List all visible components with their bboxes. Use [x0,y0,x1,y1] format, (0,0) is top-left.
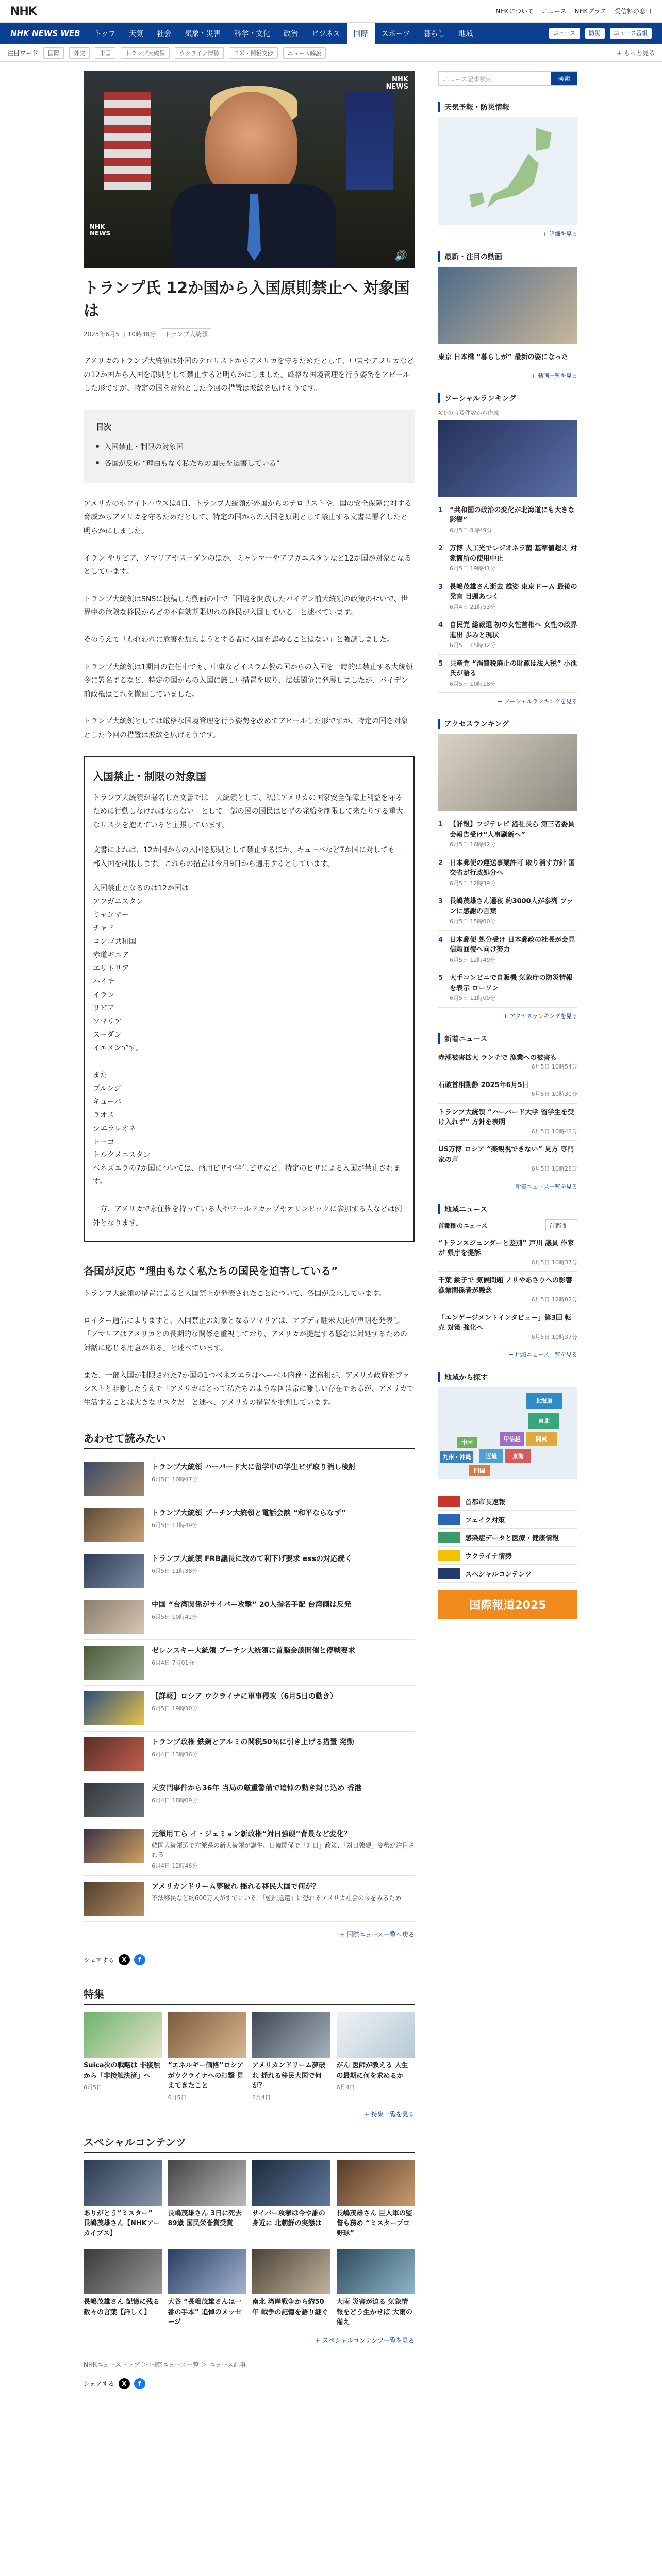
region-tokai[interactable]: 東海 [505,1449,531,1463]
country: リビア [93,1004,114,1013]
local-news-item[interactable] [438,1272,577,1309]
related-item[interactable] [84,1876,415,1922]
thumbnail [84,1508,144,1542]
ranking-date: 6月5日 15時32分 [450,642,496,649]
keyword-tag[interactable]: 米国 [95,47,115,59]
special-card[interactable] [337,2249,415,2328]
hero-image[interactable] [84,71,415,268]
related-item[interactable] [84,1640,415,1686]
news-item[interactable] [438,1076,577,1104]
related-item-date: 6月4日 7時01分 [152,1659,194,1667]
restricted-country-list [93,1069,405,1189]
article-paragraph: また、一部入国が制限された7か国の1つベネズエラはヘーベル内務・法務相が、アメリカ政府をファシストと非難したうえで「アメリカにとって私たちのような国は常に難しい存在であるが、アメリカで生活することは大きなリスクだ」と述べ、アメリカの措置を批判しています。 [84,1371,415,1407]
banner-link[interactable] [438,1547,577,1565]
nav-item-science[interactable]: 科学・文化 [234,30,271,38]
card-image [337,2160,415,2206]
list-intro: また [93,1071,107,1080]
thumbnail [84,1737,144,1771]
main-nav [0,23,662,44]
keyword-tag[interactable]: 外交 [69,47,90,59]
nav-news-box[interactable]: ニュース [549,28,580,38]
nav-program-box[interactable]: ニュース番組 [610,28,652,38]
card-title: “エネルギー価格”ロシアがウクライナへの打撃 見えてきたこと [168,2062,244,2090]
nav-item-life[interactable]: 暮らし [423,30,445,38]
keyword-bar [0,44,662,62]
related-item-title: 中国 “台湾関係がサイバー攻撃” 20人指名手配 台湾側は反発 [152,1601,352,1609]
article-title: トランプ氏 12か国から入国原則禁止へ 対象国は [84,279,410,320]
feature-title: 特集 [84,1986,415,2005]
card-title: 長嶋茂雄さん 記憶に残る数々の言葉【詳しく】 [84,2298,160,2316]
thumbnail [84,1882,144,1916]
country: イエメンです。 [93,1044,143,1053]
ranking-date: 6月5日 16時42分 [450,841,496,848]
ranking-item[interactable]: 2 万博 人工光でレジオネラ菌 基準値超え 対象箇所の使用中止 6月5日 19時41分 [438,539,577,578]
ranking-item[interactable]: 3 長嶋茂雄さん逝去 雄姿 東京ドーム 最後の発言 目頭あつく 6月4日 21時53分 [438,578,577,617]
banner-icon [438,1514,460,1525]
weather-more-link[interactable]: + 詳細を見る [542,231,577,238]
toc-title: 目次 [96,422,112,432]
news-date: 6月5日 12時02分 [531,1296,577,1303]
video-heading: 最新・注目の動画 [438,251,577,262]
ranking-title: 日本郵便の運送事業許可 取り消す方針 国交省が行政処分へ [450,859,575,877]
card-date: 6月4日 [336,2084,355,2091]
related-item[interactable] [84,1686,415,1732]
banner-link[interactable] [438,1529,577,1547]
box-paragraph: 文書によれば、12か国からの入国を原則として禁止するほか、キューバなど7か国に対しても一部入国を制限します。これらの措置は今月9日から適用するとしています。 [93,846,403,868]
region-map-heading: 地域から探す [438,1372,577,1382]
header-links [495,7,652,15]
banner-label: 首都市長速報 [465,1498,506,1506]
japan-map-icon [438,117,577,225]
card-date: 6月5日 [168,2094,187,2101]
keyword-tag[interactable]: ウクライナ情勢 [175,47,224,59]
card-title: 長嶋茂雄さん 3日に死去 89歳 国民栄誉賞受賞 [168,2209,242,2228]
box-paragraph: トランプ大統領が署名した文書では「大統領として、私はアメリカの国家安全保障上利益を守るために行動しなければならない」として一部の国の国民はビザの発給を制限して来たりする重大なリスクを抱えていると主張しています。 [93,793,403,829]
related-item-date: 6月4日 12時46分 [152,1862,198,1870]
ranking-title: 長嶋茂雄さん通夜 約3000人が参列 ファンに感謝の言葉 [450,897,573,916]
special-card[interactable] [84,2160,162,2239]
card-title: 大雨 災害が迫る 気象情報をどう生かせば 大雨の備え [336,2298,413,2327]
local-news-item[interactable] [438,1234,577,1272]
news-date: 6月5日 10時37分 [531,1259,577,1266]
news-title: “トランスジェンダーと差別” 戸川 議員 作家が 県庁を提訴 [438,1239,574,1257]
local-area-row [438,1219,577,1231]
new-news-more[interactable]: + 新着ニュース一覧を見る [508,1183,577,1190]
related-item[interactable] [84,1502,415,1548]
nav-item-politics[interactable]: 政治 [284,30,299,38]
card-image [252,2012,330,2058]
banner-label: フェイク対策 [465,1516,505,1524]
special-title: スペシャルコンテンツ [84,2134,415,2153]
news-date: 6月5日 10時48分 [531,1128,577,1135]
news-item[interactable] [438,1049,577,1076]
keyword-label: 注目ワード [7,49,39,57]
news-item[interactable] [438,1141,577,1178]
country: トルクメニスタン [93,1151,151,1160]
ranking-title: 大手コンビニで自販機 気象庁の防災情報を表示 ローソン [450,974,573,992]
weather-map[interactable] [438,117,577,225]
related-item[interactable] [84,1456,415,1502]
card-image [84,2012,162,2058]
card-image [337,2012,415,2058]
related-item-date: 6月4日 18時09分 [152,1797,198,1804]
thumbnail [84,1691,144,1725]
news-date: 6月5日 10時54分 [531,1063,577,1070]
sidebar [438,71,577,2410]
keyword-more[interactable]: + もっと見る [617,49,655,57]
banner-label: ウクライナ情勢 [465,1552,512,1561]
main-column [84,71,415,2410]
related-item[interactable] [84,1594,415,1640]
x-share-icon[interactable]: X [119,1954,130,1965]
banner-icon [438,1568,460,1579]
article-paragraph: そのうえで「われわれに危害を加えようとする者に入国を認めることはない」と強調しました。 [84,635,394,644]
card-title: アメリカンドリーム夢破れ 揺れる移民大国で何が？ [252,2062,326,2090]
news-item[interactable] [438,1104,577,1141]
news-title: 千葉 銚子で 気候問題 ノリやあさりへの影響 漁業関係者が懸念 [438,1277,573,1295]
special-card[interactable] [168,2160,246,2239]
ranking-date: 6月5日 19時41分 [450,565,496,572]
card-title: ありがとう“ミスター” 長嶋茂雄さん【NHKアーカイブス】 [84,2209,160,2238]
special-section [84,2134,415,2345]
nav-item-top[interactable]: トップ [94,30,116,38]
weather-heading: 天気予報・防災情報 [438,102,577,112]
card-image [252,2249,330,2294]
card-image [168,2160,246,2206]
ranking-date: 6月5日 11時09分 [450,995,496,1002]
list-title: 入国禁止となるのは12か国は [93,884,189,893]
related-articles [84,1430,415,1939]
nav-bousai-box[interactable]: 防災 [585,28,605,38]
region-hokkaido[interactable]: 北海道 [526,1393,562,1409]
related-more-link[interactable]: + 国際ニュース一覧へ戻る [339,1931,415,1939]
related-item-date: 6月4日 13時36分 [152,1751,198,1758]
news-title: US万博 ロシア “楽観視できない” 見方 専門家の声 [438,1146,574,1164]
nhk-logo[interactable]: NHK [10,5,37,18]
nav-item-disaster[interactable]: 気象・災害 [185,30,221,38]
card-image [252,2160,330,2206]
country: ミャンマー [93,911,129,920]
ranking-item[interactable]: 1 【詳報】フジテレビ 港社長ら 第三者委員会報告受け“人事刷新へ” 6月5日 16時42分 [438,816,577,854]
ranking-item[interactable]: 3 長嶋茂雄さん通夜 約3000人が参列 ファンに感謝の言葉 6月5日 15時00分 [438,892,577,931]
facebook-share-icon[interactable]: f [134,2378,145,2389]
country: ハイチ [93,977,114,986]
related-item-date: 6月5日 11時49分 [152,1522,198,1529]
share-bar [84,1954,415,1965]
video-caption[interactable]: 東京 日本橋 “暮らしが” 最新の姿になった [438,348,577,367]
article-lead: アメリカのトランプ大統領は外国のテロリストからアメリカを守るためだとして、中東やアフリカなどの12か国から入国を原則として禁止すると明らかにしました。厳格な国境管理を行う姿勢をアピールした形ですが、特定の国を対象とした今回の措置は波紋を広げそうです。 [84,357,414,393]
related-item-title: アメリカンドリーム夢破れ 揺れる移民大国で何が？ [152,1883,320,1891]
box-title: 入国禁止・制限の対象国 [93,770,206,783]
special-more-link[interactable]: + スペシャルコンテンツ一覧を見る [315,2336,415,2344]
card-date: 6月5日 [84,2084,102,2091]
thumbnail [84,1600,144,1634]
article-category[interactable]: トランプ大統領 [161,328,211,340]
ranking-date: 6月5日 12時49分 [450,956,496,963]
feature-card[interactable] [84,2012,162,2102]
header-link-about[interactable]: NHKについて [495,8,534,15]
card-title: 長嶋茂雄さん 巨人軍の監督も務め “ミスタープロ野球” [336,2209,413,2238]
article-paragraph: トランプ大統領としては厳格な国境管理を行う姿勢を改めてアピールした形ですが、特定の国を対象とした今回の措置は波紋を広げそうです。 [84,717,408,739]
special-card[interactable] [168,2249,246,2328]
region-kanto[interactable]: 関東 [526,1432,557,1446]
local-news-item[interactable] [438,1309,577,1347]
related-item-summary: 不法移民など約600万人がすでにいる。「強制送還」に恐れるアメリカ社会の今をみるため [152,1894,402,1902]
card-title: Suica次の戦略は 非接触から「非接触決済」へ [84,2062,160,2080]
header-link-plus[interactable]: NHKプラス [574,8,606,15]
article-meta [84,328,415,340]
article-paragraph: ロイター通信によりますと、入国禁止の対象となるソマリアは、アブディ駐米大使が声明を発表し「ソマリアはアメリカとの長期的な関係を重視しており、アメリカが提起する懸念に対処するための対話に応じる用意がある」と述べています。 [84,1316,408,1353]
card-title: 大谷 “長嶋茂雄さんは一番の手本” 追悼のメッセージ [168,2298,242,2327]
related-item-title: ゼレンスキー大統領 プーチン大統領に首脳会談開催と停戦要求 [152,1647,355,1655]
special-card[interactable] [84,2249,162,2328]
share-label: シェアする [84,1956,114,1964]
list-tail: ベネズエラの7か国については、商用ビザや学生ビザなど、特定のビザによる入国が禁止されます。 [93,1164,401,1187]
card-title: がん 医師が教える 人生の最期に何を求めるか [336,2062,408,2080]
country: アフガニスタン [93,897,143,906]
ranking-item[interactable]: 1 “共和国の政治の変化が北海道にも大きな影響” 6月5日 8時49分 [438,501,577,540]
banned-country-list [93,882,405,1056]
banner-icon [438,1532,460,1543]
related-item-title: 【詳報】ロシア ウクライナに軍事侵攻（6月5日の動き） [152,1692,337,1701]
card-image [168,2012,246,2058]
card-title: 南北 湾岸戦争から約50年 戦争の記憶を語り継ぐ [252,2298,328,2316]
feature-card[interactable] [337,2012,415,2102]
section-heading: 各国が反応 “理由もなく私たちの国民を迫害している” [84,1265,338,1278]
news-date: 6月5日 10時37分 [531,1333,577,1341]
special-card[interactable] [252,2249,330,2328]
keyword-tag[interactable]: 国際 [43,47,64,59]
banner-icon [438,1550,460,1561]
video-more-link[interactable]: + 動画一覧を見る [531,372,577,379]
banner-links [438,1493,577,1583]
article-paragraph: トランプ大統領の措置によると入国禁止が発表されたことについて、各国が反応しています。 [84,1290,386,1298]
banner-link[interactable] [438,1511,577,1529]
ranking-date: 6月5日 10時18分 [450,680,496,687]
special-card[interactable] [252,2160,330,2239]
region-koshinetsu[interactable]: 甲信越 [500,1432,524,1446]
local-news-more[interactable]: + 地域ニュース一覧を見る [508,1351,577,1358]
target-countries-box [84,756,415,1243]
ranking-date: 6月5日 15時00分 [450,918,496,925]
special-card[interactable] [337,2160,415,2239]
access-ranking-more[interactable]: + アクセスランキングを見る [503,1012,577,1020]
card-image [84,2249,162,2294]
feature-card[interactable] [168,2012,246,2102]
ranking-item[interactable]: 4 日本郵便 処分受け 日本郵政の社長が会見 信頼回復へ向け努力 6月5日 12時49分 [438,931,577,970]
article-paragraph: トランプ大統領はSNSに投稿した動画の中で「国境を開放したバイデン前大統領の政策のせいで、世界中の危険な移民からどの不有効期限切れの移民が入国している」と述べています。 [84,595,408,617]
related-item-date: 6月5日 10時47分 [152,1476,198,1483]
related-item-date: 6月5日 11時38分 [152,1568,198,1575]
nav-item-international[interactable]: 国際 [347,23,375,44]
country: エリトリア [93,964,129,973]
breadcrumb-item: ニュース記事 [209,2361,246,2368]
related-item-summary: 韓国大統領選で左派系の新大統領が誕生、日韓関係で「対日」政策、「対日強硬」姿勢が注目される [152,1842,415,1859]
thumbnail [84,1462,144,1496]
keyword-tag[interactable]: ニュース解説 [283,47,326,59]
social-ranking-more[interactable]: + ソーシャルランキングを見る [498,698,577,705]
nav-brand[interactable]: NHK NEWS WEB [10,29,80,38]
country: チャド [93,924,114,933]
related-item-title: トランプ政権 鉄鋼とアルミの関税50％に引き上げる措置 発動 [152,1738,354,1747]
related-item-title: トランプ大統領 ハーバード大に留学中の学生ビザ取り消し検討 [152,1463,356,1472]
related-item-title: トランプ大統領 FRB議長に改めて利下げ要求 essの対応続く [152,1555,352,1564]
box-paragraph: 一方、アメリカで永住権を持っている人やワールドカップやオリンピックに参加する人などは例外となります。 [93,1205,402,1227]
ranking-item[interactable]: 5 共産党 “消費税廃止の財源は法人税” 小池氏が語る 6月5日 10時18分 [438,655,577,693]
toc-item[interactable]: 各国が反応 “理由もなく私たちの国民を迫害している” [96,455,402,471]
breadcrumb-item[interactable]: NHKニューストップ [84,2361,140,2368]
nav-right [549,28,652,38]
region-shikoku[interactable]: 四国 [469,1465,490,1476]
country: キューバ [93,1097,122,1106]
news-title: 「エンゲージメントインタビュー」第3回 転売 対策 強化へ [438,1314,572,1332]
search-box [438,71,577,86]
header-link-news[interactable]: ニュース [542,8,567,15]
country: ソマリア [93,1018,122,1026]
banner-link[interactable] [438,1565,577,1583]
feature-card[interactable] [252,2012,330,2102]
social-ranking-heading: ソーシャルランキング [438,393,577,403]
breadcrumb: NHKニューストップ ＞ 国際ニュース一覧 ＞ ニュース記事 [84,2361,246,2368]
ranking-title: 共産党 “消費税廃止の財源は法人税” 小池氏が語る [450,659,577,677]
hero-logo: NHK NEWS [386,76,408,91]
banner-link[interactable] [438,1493,577,1511]
thumbnail [84,1554,144,1588]
related-item-title: 元徴用工ら イ・ジェミョン新政権“対日強硬”背景など変化？ [152,1830,351,1839]
ranking-title: 日本郵便 処分受け 日本郵政の社長が会見 信頼回復へ向け努力 [450,936,575,954]
related-item[interactable] [84,1732,415,1777]
x-share-icon[interactable]: X [119,2378,130,2389]
news-date: 6月5日 10時30分 [531,1091,577,1097]
related-item[interactable] [84,1823,415,1876]
header-link-fee[interactable]: 受信料の窓口 [614,8,652,15]
country: トーゴ [93,1138,114,1146]
share-label: シェアする [84,2380,114,2388]
article-paragraph: イラン やリビア、ソマリアやスーダンのほか、ミャンマーやアフガニスタンなど12か国が対象となるとしています。 [84,554,412,577]
ranking-date: 6月4日 21時53分 [450,603,496,611]
ranking-title: 長嶋茂雄さん逝去 雄姿 東京ドーム 最後の発言 目頭あつく [450,583,577,601]
banner-label: スペシャルコンテンツ [465,1570,532,1579]
related-item-date: 6月5日 10時42分 [152,1614,198,1621]
banner-icon [438,1496,460,1507]
related-item-title: トランプ大統領 プーチン大統領と電話会談 “和平ならなず” [152,1509,346,1518]
ranking-date: 6月5日 8時49分 [450,527,492,534]
region-kyushu[interactable]: 九州・沖縄 [440,1451,473,1463]
banner-label: 感染症データと医療・健康情報 [465,1534,559,1543]
news-title: 赤潮被害拡大 ランチで 漁業への被害も [438,1054,557,1062]
card-date: 6月4日 [252,2094,271,2101]
video-thumbnail[interactable] [438,267,577,344]
thumbnail [84,1783,144,1817]
kokusai-houdou-banner[interactable]: 国際報道2025 [438,1590,577,1619]
area-select[interactable]: 首都圏 [545,1219,577,1231]
nav-item-sports[interactable]: スポーツ [381,30,410,38]
ranking-title: 万博 人工光でレジオネラ菌 基準値超え 対象箇所の使用中止 [450,545,577,563]
country: ブルンジ [93,1084,121,1093]
related-item-title: 天安門事件から36年 当局の厳重警備で追悼の動き封じ込め 香港 [152,1784,362,1793]
region-tohoku[interactable]: 東北 [528,1413,559,1429]
feature-section [84,1986,415,2119]
card-image [168,2249,246,2294]
ranking-title: 自民党 総裁選 初の女性首相へ 女性の政界進出 歩みと現状 [450,621,577,639]
ranking-item[interactable]: 4 自民党 総裁選 初の女性首相へ 女性の政界進出 歩みと現状 6月5日 15時32分 [438,616,577,655]
nav-item-weather[interactable]: 天気 [129,30,144,38]
card-image [337,2249,415,2294]
local-news-heading: 地域ニュース [438,1204,577,1214]
news-title: トランプ大統領 “ハーバード大学 留学生を受け入れず” 方針を表明 [438,1108,574,1126]
country: スーダン [93,1031,122,1040]
thumbnail [84,1646,144,1680]
toc-item[interactable]: 入国禁止・制限の対象国 [96,438,402,455]
region-chugoku[interactable]: 中国 [457,1437,477,1448]
volume-icon[interactable]: 🔊 [394,249,407,262]
region-map [438,1387,577,1479]
social-ranking-sub: Xでの言及件数から作成 [438,409,499,416]
breadcrumb-item[interactable]: 国際ニュース一覧 [150,2361,199,2368]
keyword-tag[interactable]: 日米・関税交渉 [229,47,278,59]
share-bar-bottom [84,2378,415,2389]
card-image [84,2160,162,2206]
country: ラオス [93,1111,114,1120]
region-kinki[interactable]: 近畿 [479,1449,503,1463]
ranking-title: 【詳報】フジテレビ 港社長ら 第三者委員会報告受け“人事刷新へ” [450,821,575,839]
top-bar [0,0,662,23]
feature-more-link[interactable]: + 特集一覧を見る [364,2110,415,2118]
related-item-date: 6月5日 19時30分 [152,1705,198,1713]
country: シエラレオネ [93,1124,136,1133]
card-title: サイバー攻撃は今や誰の身近に 北朝鮮の実態は [252,2209,325,2228]
article-paragraph: アメリカのホワイトハウスは4日、トランプ大統領が外国からのテロリストや、国の安全保障に対する脅威からアメリカを守るためだとして、特定の国からの入国を原則として禁止する文書に署名したと明らかにしました。 [84,499,412,535]
access-ranking-image[interactable] [438,734,577,811]
keyword-tag[interactable]: トランプ大統領 [121,47,170,59]
related-item[interactable] [84,1548,415,1594]
nav-item-society[interactable]: 社会 [157,30,172,38]
social-ranking-image[interactable] [438,420,577,497]
country: イラン [93,991,114,999]
nav-item-local[interactable]: 地域 [458,30,473,38]
nav-item-business[interactable]: ビジネス [311,30,340,38]
country: 赤道ギニア [93,951,129,959]
new-news-heading: 新着ニュース [438,1033,577,1044]
country: コンゴ共和国 [93,938,136,946]
search-button[interactable]: 検索 [551,72,577,85]
ranking-title: “共和国の政治の変化が北海道にも大きな影響” [450,506,575,524]
facebook-share-icon[interactable]: f [134,1954,145,1965]
related-title: あわせて読みたい [84,1430,415,1449]
search-input[interactable]: ニュース記事検索 [443,76,492,83]
ranking-date: 6月5日 12時39分 [450,879,496,887]
hero-badge: NHK NEWS [90,223,111,237]
ranking-item[interactable]: 2 日本郵便の運送事業許可 取り消す方針 国交省が行政処分へ 6月5日 12時39分 [438,854,577,893]
article-paragraph: トランプ大統領は1期目の在任中でも、中東などイスラム教の国からの入国を一時的に禁止する大統領令に署名するなど、特定の国からの入国に厳しい措置を取り、法廷闘争に発展しましたが、バイデン前政権はこれを撤回していました。 [84,663,413,699]
related-item[interactable] [84,1777,415,1823]
table-of-contents [84,410,415,483]
access-ranking-heading: アクセスランキング [438,719,577,729]
news-title: 石破首相動静 2025年6月5日 [438,1081,529,1089]
local-area-name: 首都圏のニュース [438,1222,488,1229]
ranking-item[interactable]: 5 大手コンビニで自販機 気象庁の防災情報を表示 ローソン 6月5日 11時09分 [438,969,577,1008]
thumbnail [84,1829,144,1863]
news-date: 6月5日 10時28分 [531,1165,577,1172]
article-date: 2025年6月5日 10時38分 [84,331,156,338]
